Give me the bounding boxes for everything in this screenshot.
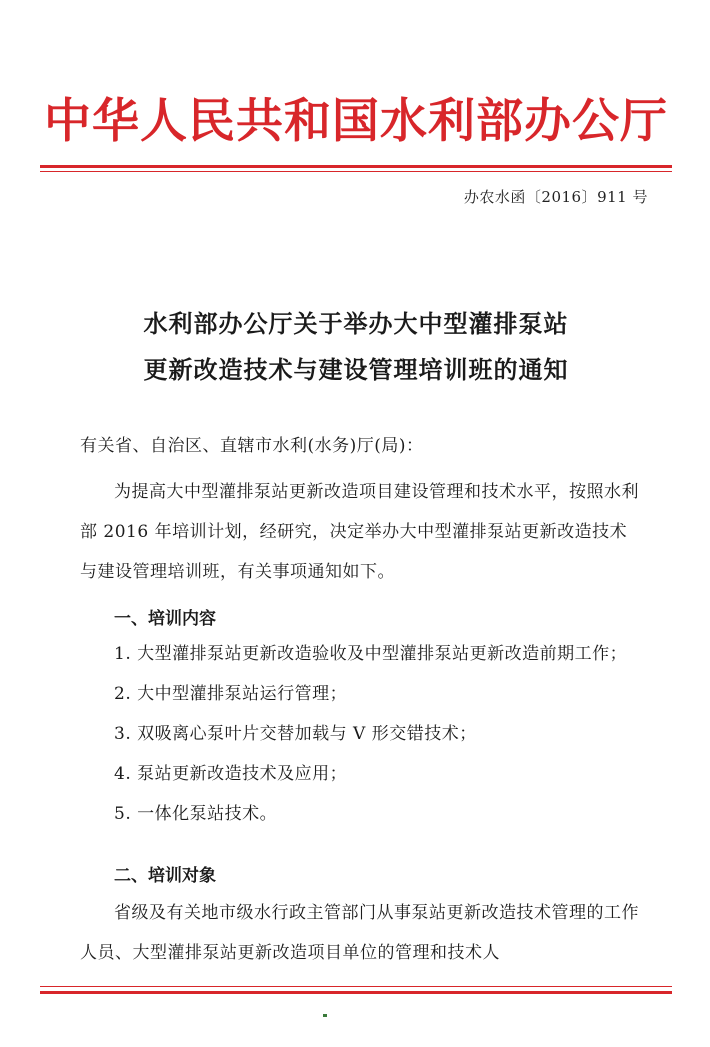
list-item: 5. 一体化泵站技术。 bbox=[114, 804, 278, 824]
list-item: 3. 双吸离心泵叶片交替加载与 V 形交错技术； bbox=[114, 724, 477, 744]
document-title-line2: 更新改造技术与建设管理培训班的通知 bbox=[143, 356, 569, 384]
intro-paragraph-text: 为提高大中型灌排泵站更新改造项目建设管理和技术水平，按照水利部 2016 年培训计划，经研究，决定举办大中型灌排泵站更新改造技术与建设管理培训班，有关事项通知如下。 bbox=[80, 482, 639, 582]
section1-list bbox=[80, 634, 640, 834]
intro-paragraph bbox=[80, 472, 640, 592]
letterhead-title: 中华人民共和国水利部办公厅 bbox=[44, 94, 668, 149]
list-item: 2. 大中型灌排泵站运行管理； bbox=[114, 684, 348, 704]
document-number: 办农水函〔2016〕911 号 bbox=[463, 188, 648, 206]
list-item: 4. 泵站更新改造技术及应用； bbox=[114, 764, 348, 784]
footer-rule-thin bbox=[40, 986, 672, 987]
letterhead-rule-thick bbox=[40, 165, 672, 168]
letterhead-rule-thin bbox=[40, 171, 672, 172]
section2-heading: 二、培训对象 bbox=[114, 866, 216, 886]
section1-heading: 一、培训内容 bbox=[114, 609, 216, 629]
list-item: 1. 大型灌排泵站更新改造验收及中型灌排泵站更新改造前期工作； bbox=[114, 644, 628, 664]
salutation: 有关省、自治区、直辖市水利(水务)厅(局)： bbox=[80, 436, 424, 456]
section2-paragraph bbox=[80, 893, 640, 973]
document-title-line1: 水利部办公厅关于举办大中型灌排泵站 bbox=[143, 310, 569, 338]
section2-paragraph-text: 省级及有关地市级水行政主管部门从事泵站更新改造技术管理的工作人员、大型灌排泵站更新改造项目单位的管理和技术人 bbox=[80, 903, 639, 963]
scan-speck bbox=[323, 1014, 327, 1017]
footer-rule-thick bbox=[40, 991, 672, 994]
